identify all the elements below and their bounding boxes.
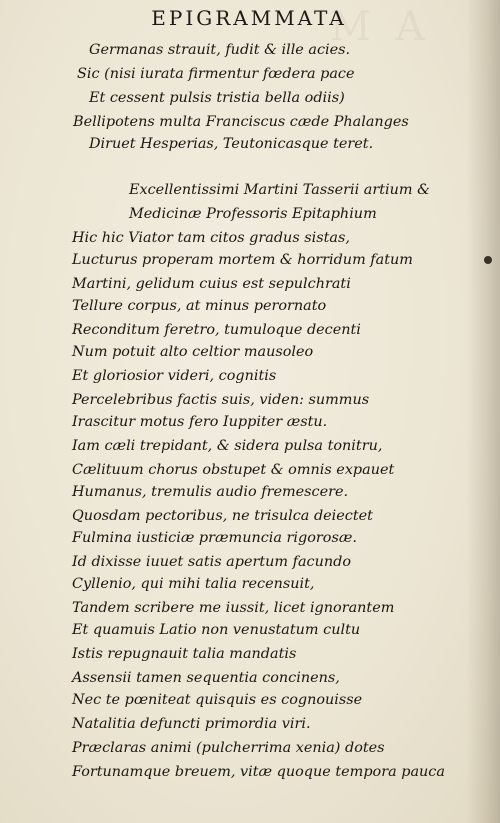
epitaph-heading-line: Excellentissimi Martini Tasserii artium & <box>129 182 430 198</box>
text-line: Hic hic Viator tam citos gradus sistas, <box>72 230 350 246</box>
text-line: Num potuit alto celtior mausoleo <box>72 344 314 360</box>
running-head: EPIGRAMMATA <box>151 6 347 30</box>
text-line: Nec te pœniteat quisquis es cognouisse <box>72 692 363 708</box>
text-line: Irascitur motus fero Iuppiter æstu. <box>72 414 328 430</box>
text-line: Fortunamque breuem, vitæ quoque tempora pauca <box>72 764 445 780</box>
text-line: Martini, gelidum cuius est sepulchrati <box>72 276 351 292</box>
text-line: Iam cæli trepidant, & sidera pulsa tonitru, <box>72 438 383 454</box>
text-line: Tellure corpus, at minus perornato <box>72 298 327 314</box>
text-line: Natalitia defuncti primordia viri. <box>72 716 311 732</box>
text-line: Fulmina iusticiæ præmuncia rigorosæ. <box>72 530 357 546</box>
text-line: Diruet Hesperias, Teutonicasque teret. <box>89 136 374 152</box>
text-line: Sic (nisi iurata firmentur fœdera pace <box>77 66 355 82</box>
text-line: Præclaras animi (pulcherrima xenia) dotes <box>72 740 385 756</box>
text-line: Reconditum feretro, tumuloque decenti <box>72 322 361 338</box>
gutter-shadow <box>466 0 500 823</box>
text-line: Quosdam pectoribus, ne trisulca deiectet <box>72 508 373 524</box>
text-line: Tandem scribere me iussit, licet ignorantem <box>72 600 395 616</box>
text-line: Et gloriosior videri, cognitis <box>72 368 277 384</box>
text-line: Et quamuis Latio non venustatum cultu <box>72 622 361 638</box>
text-line: Id dixisse iuuet satis apertum facundo <box>72 554 352 570</box>
text-line: Cyllenio, qui mihi talia recensuit, <box>72 576 315 592</box>
text-line: Istis repugnauit talia mandatis <box>72 646 297 662</box>
text-line: Humanus, tremulis audio fremescere. <box>72 484 349 500</box>
show-through-ink: M A <box>330 4 431 50</box>
text-line: Bellipotens multa Franciscus cæde Phalanges <box>73 114 409 130</box>
text-line: Cælituum chorus obstupet & omnis expauet <box>72 462 395 478</box>
text-line: Assensii tamen sequentia concinens, <box>72 670 340 686</box>
text-line: Percelebribus factis suis, viden: summus <box>72 392 370 408</box>
epitaph-heading-line: Medicinæ Professoris Epitaphium <box>129 206 377 222</box>
text-line: Germanas strauit, fudit & ille acies. <box>89 42 351 58</box>
text-line: Et cessent pulsis tristia bella odiis) <box>89 90 345 106</box>
text-line: Lucturus properam mortem & horridum fatum <box>72 252 413 268</box>
ink-speck <box>484 256 492 264</box>
